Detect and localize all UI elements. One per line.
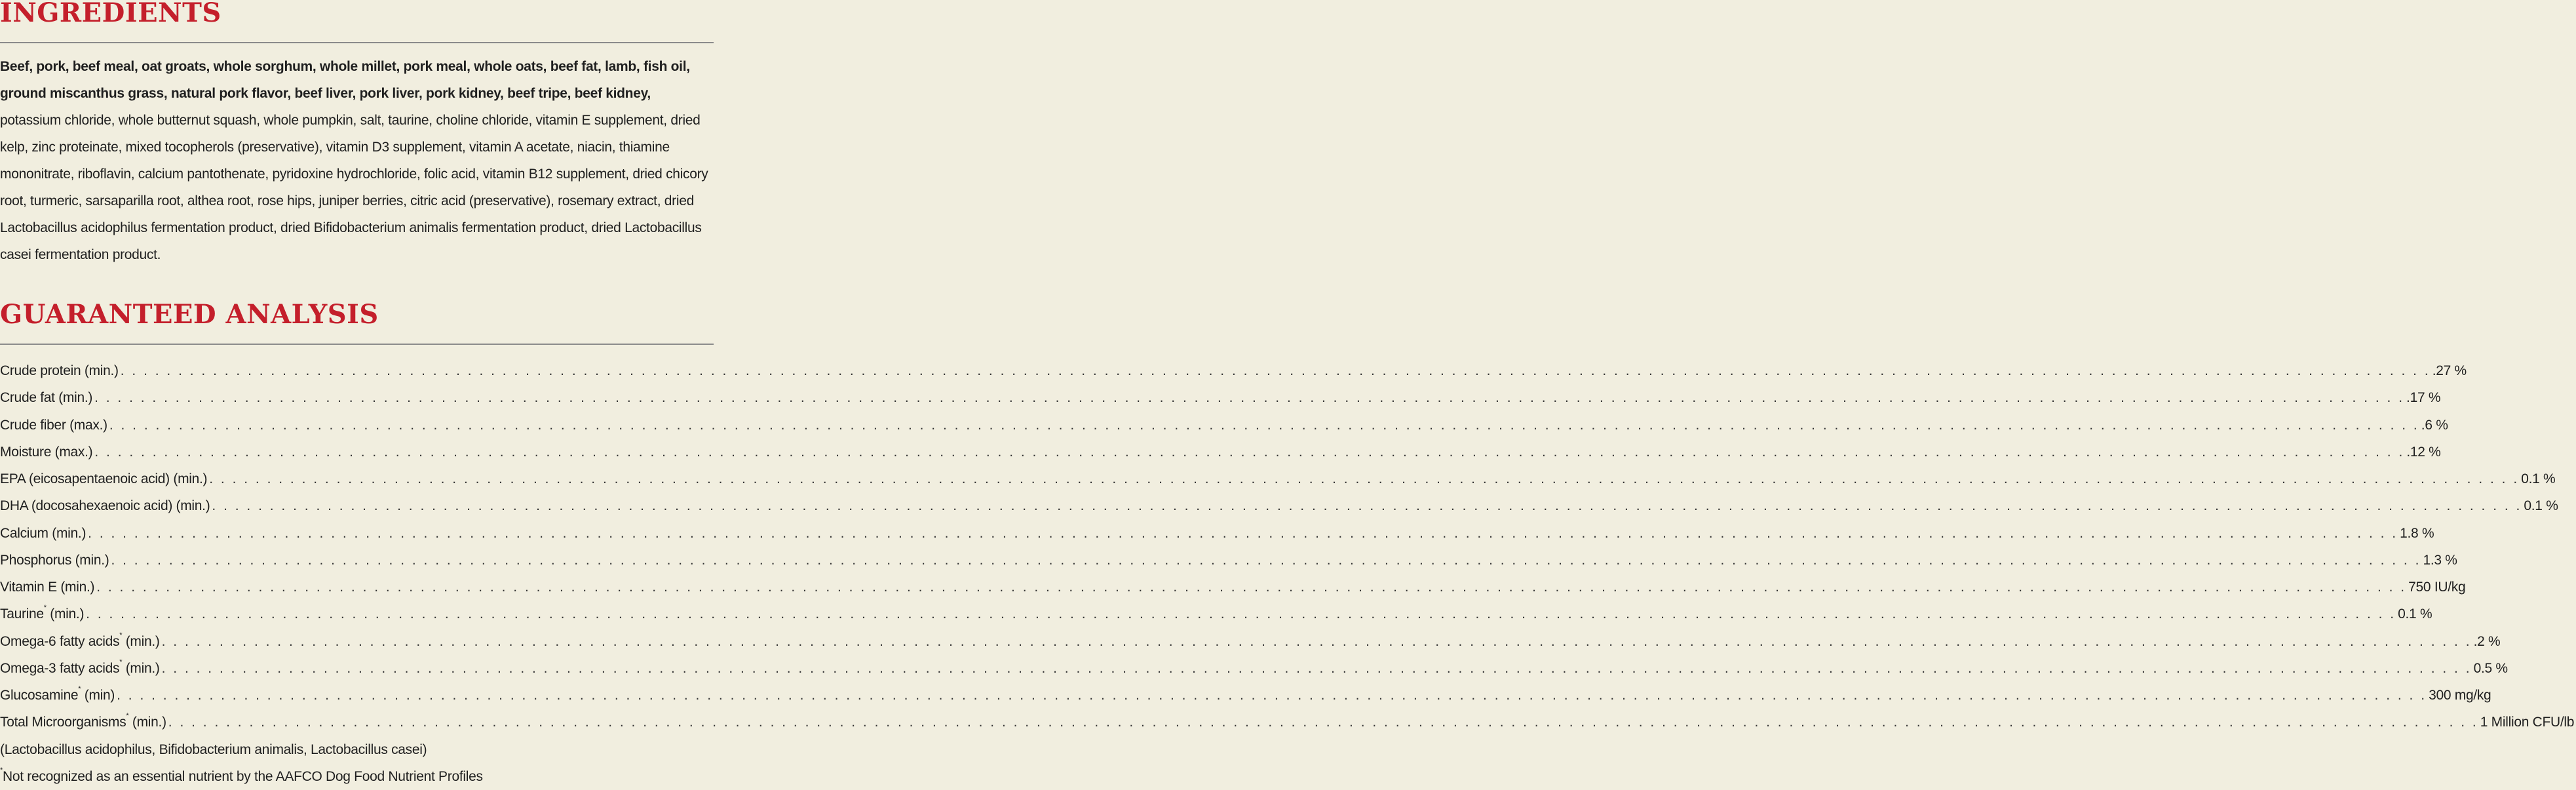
nutrient-label: Phosphorus (min.): [0, 552, 109, 568]
nutrient-name: [0, 384, 92, 411]
footnote-mark: *: [43, 604, 47, 612]
footnote-mark: *: [119, 658, 123, 666]
dot-leader: . . . . . . . . . . . . . . . . . . . . . . . . . . . . . . . . . . . . . . . . . . . . . . . . . . . . . . . . . . . . . . . . . . . . . . . . . . . . . . . . . . . . . . . . . . . . . . . . . . . . . . . . . . . . . . . . . . . . . . . . . . . . . . . . . . . . . . . . . . . . . . . . . . . . . . . . . . . . . . . . . . . . . . . . . . . . . . . . . . . . . . . . . . . . . . . . . . . . . . . .: [94, 390, 2405, 406]
nutrient-name: [0, 655, 160, 682]
analysis-row: [0, 655, 2508, 682]
nutrient-value: 1.8 %: [2400, 525, 2434, 541]
nutrient-label: Omega-3 fatty acids: [0, 660, 120, 676]
dot-leader: . . . . . . . . . . . . . . . . . . . . . . . . . . . . . . . . . . . . . . . . . . . . . . . . . . . . . . . . . . . . . . . . . . . . . . . . . . . . . . . . . . . . . . . . . . . . . . . . . . . . . . . . . . . . . . . . . . . . . . . . . . . . . . . . . . . . . . . . . . . . . . . . . . . . . . . . . . . . . . . . . . . . . . . . . . . . . . . . . . . . . . . . . . . . . . . . . . . . . . . .: [88, 525, 2398, 541]
nutrient-name: [0, 628, 160, 655]
ingredients-secondary: potassium chloride, whole butternut squash, whole pumpkin, salt, taurine, choline chloride, vitamin E supplement, dried kelp, zinc proteinate, mixed tocopherols (preservative), vitamin D3 supplement, vitamin A acetate, niacin, thiamine mononitrate, riboflavin, calcium pantothenate, pyridoxine hydrochloride, folic acid, vitamin B12 supplement, dried chicory root, turmeric, sarsaparilla root, althea root, rose hips, juniper berries, citric acid (preservative), rosemary extract, dried Lactobacillus acidophilus fermentation product, dried Bifidobacterium animalis fermentation product, dried Lactobacillus casei fermentation product.: [0, 113, 708, 262]
analysis-row: [0, 682, 2491, 709]
nutrient-qualifier: (min.): [128, 715, 166, 730]
nutrient-label: Vitamin E (min.): [0, 580, 95, 595]
analysis-row: [0, 384, 2441, 411]
nutrient-value: 750 IU/kg: [2408, 580, 2466, 595]
dot-leader: . . . . . . . . . . . . . . . . . . . . . . . . . . . . . . . . . . . . . . . . . . . . . . . . . . . . . . . . . . . . . . . . . . . . . . . . . . . . . . . . . . . . . . . . . . . . . . . . . . . . . . . . . . . . . . . . . . . . . . . . . . . . . . . . . . . . . . . . . . . . . . . . . . . . . . . . . . . . . . . . . . . . . . . . . . . . . . . . . . . . . . . . . . . . . . . . . . . . . . . .: [111, 552, 2421, 568]
nutrient-label: DHA (docosahexaenoic acid) (min.): [0, 498, 210, 514]
nutrient-name: [0, 465, 207, 492]
nutrient-name: [0, 547, 109, 574]
analysis-row: [0, 412, 2448, 439]
dot-leader: . . . . . . . . . . . . . . . . . . . . . . . . . . . . . . . . . . . . . . . . . . . . . . . . . . . . . . . . . . . . . . . . . . . . . . . . . . . . . . . . . . . . . . . . . . . . . . . . . . . . . . . . . . . . . . . . . . . . . . . . . . . . . . . . . . . . . . . . . . . . . . . . . . . . . . . . . . . . . . . . . . . . . . . . . . . . . . . . . . . . . . . . . . . . . . . . . . . . . . . .: [120, 363, 2431, 378]
nutrient-label: Crude fat (min.): [0, 390, 93, 406]
nutrient-value: .2 %: [2473, 633, 2501, 649]
dot-leader: . . . . . . . . . . . . . . . . . . . . . . . . . . . . . . . . . . . . . . . . . . . . . . . . . . . . . . . . . . . . . . . . . . . . . . . . . . . . . . . . . . . . . . . . . . . . . . . . . . . . . . . . . . . . . . . . . . . . . . . . . . . . . . . . . . . . . . . . . . . . . . . . . . . . . . . . . . . . . . . . . . . . . . . . . . . . . . . . . . . . . . . . . . . . . . . . . . . . . . . .: [161, 633, 2472, 649]
nutrient-value: 0.1 %: [2398, 606, 2432, 622]
dot-leader: . . . . . . . . . . . . . . . . . . . . . . . . . . . . . . . . . . . . . . . . . . . . . . . . . . . . . . . . . . . . . . . . . . . . . . . . . . . . . . . . . . . . . . . . . . . . . . . . . . . . . . . . . . . . . . . . . . . . . . . . . . . . . . . . . . . . . . . . . . . . . . . . . . . . . . . . . . . . . . . . . . . . . . . . . . . . . . . . . . . . . . . . . . . . . . . . . . . . . . . .: [109, 417, 2419, 433]
analysis-divider: [0, 344, 714, 345]
nutrient-value: 0.5 %: [2473, 660, 2508, 676]
footnote-mark: *: [78, 685, 81, 693]
nutrient-name: [0, 682, 115, 709]
footnote-text: Not recognized as an essential nutrient by the AAFCO Dog Food Nutrient Profiles: [2, 768, 483, 784]
ingredients-primary: Beef, pork, beef meal, oat groats, whole sorghum, whole millet, pork meal, whole oats, beef fat, lamb, fish oil, ground miscanthus grass, natural pork flavor, beef liver, pork liver, pork kidney, beef tripe, beef kidney,: [0, 59, 690, 101]
nutrient-label: Crude protein (min.): [0, 363, 119, 378]
nutrient-value: .27 %: [2432, 363, 2467, 378]
nutrient-label: Total Microorganisms: [0, 715, 126, 730]
analysis-row: [0, 709, 2575, 736]
nutrient-qualifier: (min.): [122, 660, 160, 676]
nutrient-label: Crude fiber (max.): [0, 417, 107, 433]
nutrient-value: 300 mg/kg: [2429, 688, 2491, 703]
dot-leader: . . . . . . . . . . . . . . . . . . . . . . . . . . . . . . . . . . . . . . . . . . . . . . . . . . . . . . . . . . . . . . . . . . . . . . . . . . . . . . . . . . . . . . . . . . . . . . . . . . . . . . . . . . . . . . . . . . . . . . . . . . . . . . . . . . . . . . . . . . . . . . . . . . . . . . . . . . . . . . . . . . . . . . . . . . . . . . . . . . . . . . . . . . . . . . . . . . . . . . . .: [96, 580, 2407, 595]
nutrient-name: [0, 492, 210, 519]
nutrient-name: [0, 439, 92, 465]
footnote-mark: *: [119, 631, 123, 639]
dot-leader: . . . . . . . . . . . . . . . . . . . . . . . . . . . . . . . . . . . . . . . . . . . . . . . . . . . . . . . . . . . . . . . . . . . . . . . . . . . . . . . . . . . . . . . . . . . . . . . . . . . . . . . . . . . . . . . . . . . . . . . . . . . . . . . . . . . . . . . . . . . . . . . . . . . . . . . . . . . . . . . . . . . . . . . . . . . . . . . . . . . . . . . . . . . . . . . . . . . . . . . .: [94, 444, 2405, 460]
nutrient-value: .17 %: [2406, 390, 2441, 406]
footnote-mark: *: [0, 766, 3, 774]
nutrient-name: [0, 520, 86, 547]
analysis-heading: GUARANTEED ANALYSIS: [0, 299, 379, 330]
dot-leader: . . . . . . . . . . . . . . . . . . . . . . . . . . . . . . . . . . . . . . . . . . . . . . . . . . . . . . . . . . . . . . . . . . . . . . . . . . . . . . . . . . . . . . . . . . . . . . . . . . . . . . . . . . . . . . . . . . . . . . . . . . . . . . . . . . . . . . . . . . . . . . . . . . . . . . . . . . . . . . . . . . . . . . . . . . . . . . . . . . . . . . . . . . . . . . . . . . . . . . . .: [212, 498, 2522, 514]
analysis-row: [0, 492, 2558, 519]
dot-leader: . . . . . . . . . . . . . . . . . . . . . . . . . . . . . . . . . . . . . . . . . . . . . . . . . . . . . . . . . . . . . . . . . . . . . . . . . . . . . . . . . . . . . . . . . . . . . . . . . . . . . . . . . . . . . . . . . . . . . . . . . . . . . . . . . . . . . . . . . . . . . . . . . . . . . . . . . . . . . . . . . . . . . . . . . . . . . . . . . . . . . . . . . . . . . . . . . . . . . . . .: [86, 606, 2396, 622]
nutrient-qualifier: (min): [81, 688, 115, 703]
dot-leader: . . . . . . . . . . . . . . . . . . . . . . . . . . . . . . . . . . . . . . . . . . . . . . . . . . . . . . . . . . . . . . . . . . . . . . . . . . . . . . . . . . . . . . . . . . . . . . . . . . . . . . . . . . . . . . . . . . . . . . . . . . . . . . . . . . . . . . . . . . . . . . . . . . . . . . . . . . . . . . . . . . . . . . . . . . . . . . . . . . . . . . . . . . . . . . . . . . . . . . . .: [161, 660, 2472, 676]
analysis-row: [0, 628, 2501, 655]
nutrient-value: 0.1 %: [2521, 471, 2556, 486]
analysis-row: [0, 465, 2556, 492]
dot-leader: . . . . . . . . . . . . . . . . . . . . . . . . . . . . . . . . . . . . . . . . . . . . . . . . . . . . . . . . . . . . . . . . . . . . . . . . . . . . . . . . . . . . . . . . . . . . . . . . . . . . . . . . . . . . . . . . . . . . . . . . . . . . . . . . . . . . . . . . . . . . . . . . . . . . . . . . . . . . . . . . . . . . . . . . . . . . . . . . . . . . . . . . . . . . . . . . . . . . . . . .: [168, 715, 2478, 730]
nutrient-value: 1 Million CFU/lb: [2480, 715, 2575, 730]
nutrient-value: 1.3 %: [2423, 552, 2457, 568]
nutrient-value: .12 %: [2406, 444, 2441, 460]
footnote-mark: *: [126, 712, 129, 721]
nutrient-name: [0, 412, 107, 439]
analysis-row: [0, 357, 2467, 384]
analysis-row: [0, 574, 2466, 601]
nutrient-label: Glucosamine: [0, 688, 79, 703]
nutrient-value: 0.1 %: [2524, 498, 2558, 514]
ingredients-divider: [0, 42, 714, 43]
nutrient-value: .6 %: [2421, 417, 2448, 433]
dot-leader: . . . . . . . . . . . . . . . . . . . . . . . . . . . . . . . . . . . . . . . . . . . . . . . . . . . . . . . . . . . . . . . . . . . . . . . . . . . . . . . . . . . . . . . . . . . . . . . . . . . . . . . . . . . . . . . . . . . . . . . . . . . . . . . . . . . . . . . . . . . . . . . . . . . . . . . . . . . . . . . . . . . . . . . . . . . . . . . . . . . . . . . . . . . . . . . . . . . . . . . .: [117, 688, 2427, 703]
analysis-row: [0, 547, 2457, 574]
organisms-note: (Lactobacillus acidophilus, Bifidobacterium animalis, Lactobacillus casei): [0, 741, 427, 757]
ingredients-list: [0, 53, 714, 268]
nutrient-name: [0, 601, 84, 627]
analysis-row: [0, 439, 2441, 465]
nutrient-label: EPA (eicosapentaenoic acid) (min.): [0, 471, 208, 486]
nutrient-label: Taurine: [0, 606, 44, 622]
nutrient-qualifier: (min.): [122, 633, 160, 649]
nutrient-label: Moisture (max.): [0, 444, 93, 460]
nutrient-label: Omega-6 fatty acids: [0, 633, 120, 649]
analysis-row: [0, 520, 2434, 547]
nutrient-name: [0, 709, 166, 736]
nutrient-name: [0, 357, 119, 384]
analysis-table: [0, 357, 2575, 790]
nutrient-name: [0, 574, 94, 601]
dot-leader: . . . . . . . . . . . . . . . . . . . . . . . . . . . . . . . . . . . . . . . . . . . . . . . . . . . . . . . . . . . . . . . . . . . . . . . . . . . . . . . . . . . . . . . . . . . . . . . . . . . . . . . . . . . . . . . . . . . . . . . . . . . . . . . . . . . . . . . . . . . . . . . . . . . . . . . . . . . . . . . . . . . . . . . . . . . . . . . . . . . . . . . . . . . . . . . . . . . . . . . .: [209, 471, 2520, 486]
ingredients-heading: INGREDIENTS: [0, 0, 221, 28]
nutrient-label: Calcium (min.): [0, 525, 87, 541]
footnote: [0, 763, 714, 790]
analysis-row: [0, 601, 2432, 627]
nutrient-qualifier: (min.): [46, 606, 85, 622]
